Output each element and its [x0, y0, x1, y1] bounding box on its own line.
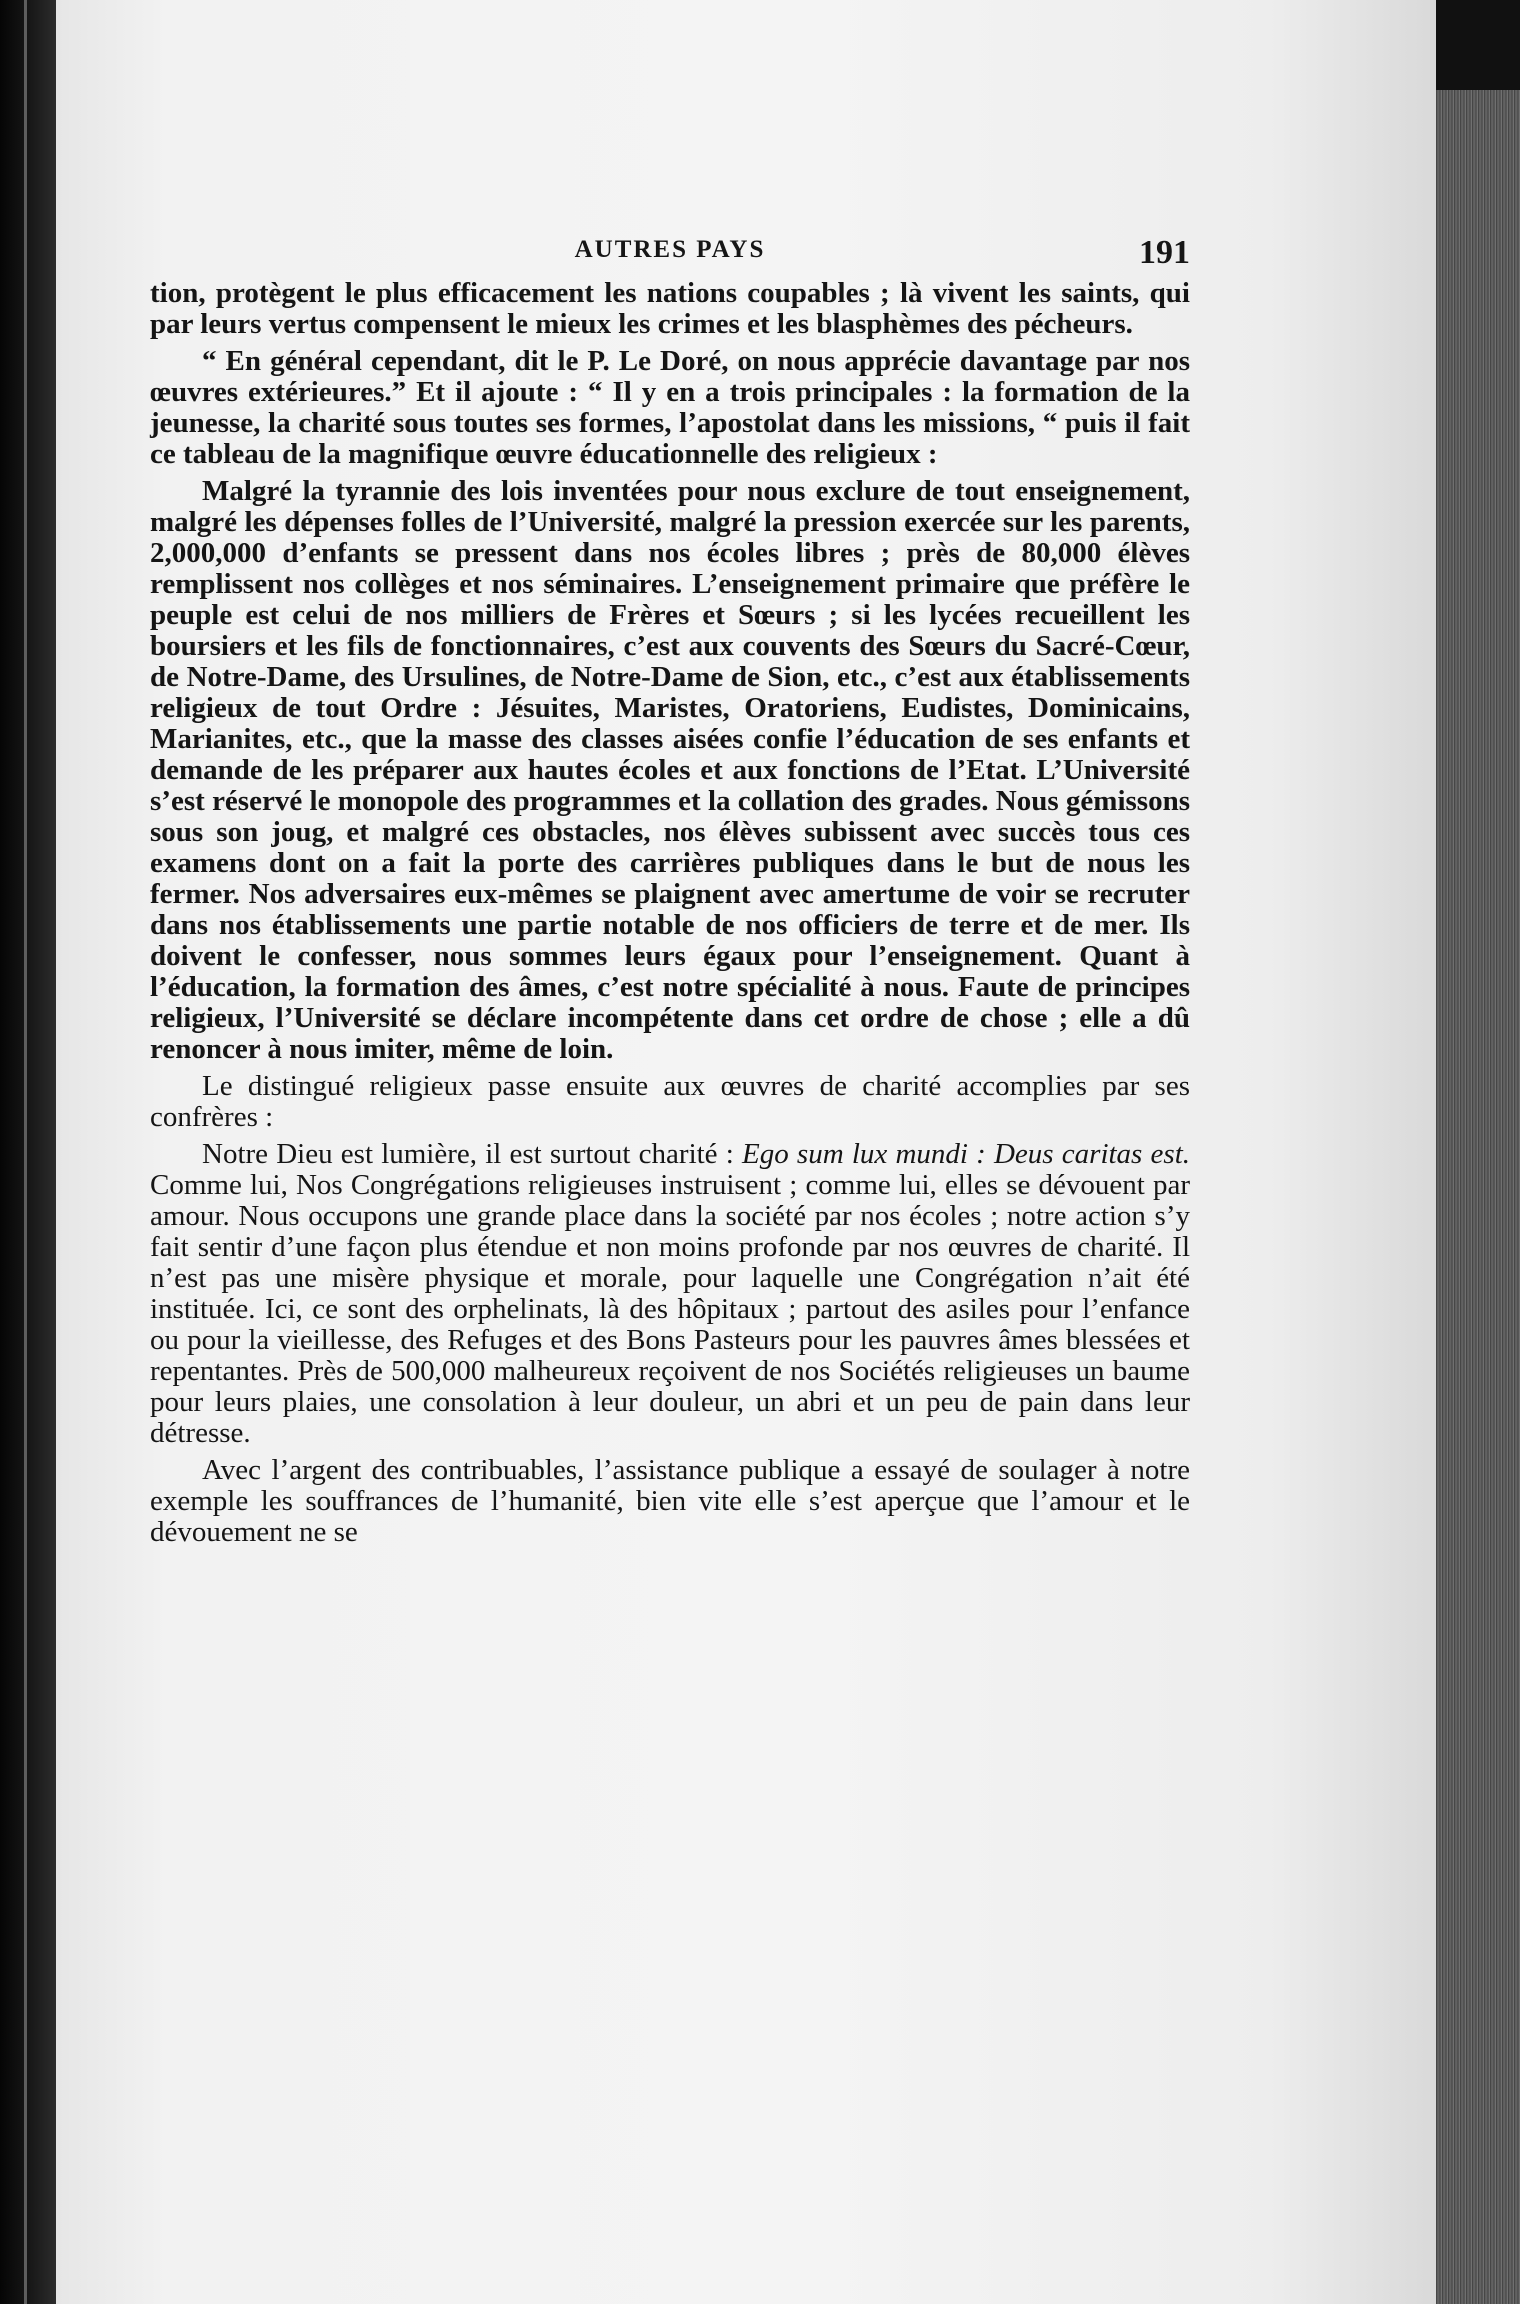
scan-border-left: [0, 0, 56, 2304]
paragraph-quote-intro: “ En général cependant, dit le P. Le Doré, on nous apprécie davantage par nos œuvres extérieures.” Et il ajoute : “ Il y en a trois principales : la formation de la jeunesse, la charité sous toutes ses formes, l’apostolat dans les missions, “ puis il fait ce tableau de la magnifique œuvre éducationnelle des religieux :: [150, 345, 1190, 470]
page-block-shadow: [1436, 0, 1520, 90]
charity-quote-body: Comme lui, Nos Congrégations religieuses instruisent ; comme lui, elles se dévouent par amour. Nous occupons une grande place dans la société par nos écoles ; notre action s’y fait sentir d’une façon plus étendue et non moins profonde par nos œuvres de charité. Il n’est pas une misère physique et morale, pour laquelle une Congrégation n’ait été instituée. Ici, ce sont des orphelinats, là des hôpitaux ; partout des asiles pour l’enfance ou pour la vieillesse, des Refuges et des Bons Pasteurs pour les pauvres âmes blessées et repentantes. Près de 500,000 malheureux reçoivent de nos Sociétés religieuses un baume pour leurs plaies, une consolation à leur douleur, un abri et un peu de pain dans leur détresse.: [150, 1169, 1190, 1449]
scan-border-strip: [24, 0, 27, 2304]
paragraph-public-assistance: Avec l’argent des contribuables, l’assistance publique a essayé de soulager à notre exemple les souffrances de l’humanité, bien vite elle s’est aperçue que l’amour et le dévouement ne se: [150, 1454, 1190, 1548]
latin-citation: Ego sum lux mundi : Deus caritas est.: [742, 1138, 1190, 1170]
running-head: AUTRES PAYS: [574, 236, 766, 263]
paragraph-continuation: tion, protègent le plus efficacement les nations coupables ; là vivent les saints, qui par leurs vertus compensent le mieux les crimes et les blasphèmes des pécheurs.: [150, 277, 1190, 340]
page-number: 191: [1139, 234, 1190, 271]
page-block-edge: [1436, 90, 1520, 2304]
paragraph-education-quote: Malgré la tyrannie des lois inventées pour nous exclure de tout enseignement, malgré les dépenses folles de l’Université, malgré la pression exercée sur les parents, 2,000,000 d’enfants se pressent dans nos écoles libres ; près de 80,000 élèves remplissent nos collèges et nos séminaires. L’enseignement primaire que préfère le peuple est celui de nos milliers de Frères et Sœurs ; si les lycées recueillent les boursiers et les fils de fonctionnaires, c’est aux couvents des Sœurs du Sacré-Cœur, de Notre-Dame, des Ursulines, de Notre-Dame de Sion, etc., c’est aux établissements religieux de tout Ordre : Jésuites, Maristes, Oratoriens, Eudistes, Dominicains, Marianites, etc., que la masse des classes aisées confie l’éducation de ses enfants et demande de les préparer aux hautes écoles et aux fonctions de l’Etat. L’Université s’est réservé le monopole des programmes et la collation des grades. Nous gémissons sous son joug, et malgré ces obstacles, nos élèves subissent avec succès tous ces examens dont on a fait la porte des carrières publiques dans le but de nous les fermer. Nos adversaires eux-mêmes se plaignent avec amertume de voir se recruter dans nos établissements une partie notable de nos officiers de terre et de mer. Ils doivent le confesser, nous sommes leurs égaux pour l’enseignement. Quant à l’éducation, la formation des âmes, c’est notre spécialité à nous. Faute de principes religieux, l’Université se déclare incompétente dans cet ordre de chose ; elle a dû renoncer à nous imiter, même de loin.: [150, 475, 1190, 1065]
charity-quote-opening: Notre Dieu est lumière, il est surtout charité :: [202, 1138, 742, 1170]
paragraph-transition: Le distingué religieux passe ensuite aux œuvres de charité accomplies par ses confrères :: [150, 1070, 1190, 1133]
page-header: [150, 236, 1190, 276]
body-text: [150, 278, 1190, 1548]
paragraph-charity-quote: [150, 1139, 1190, 1449]
